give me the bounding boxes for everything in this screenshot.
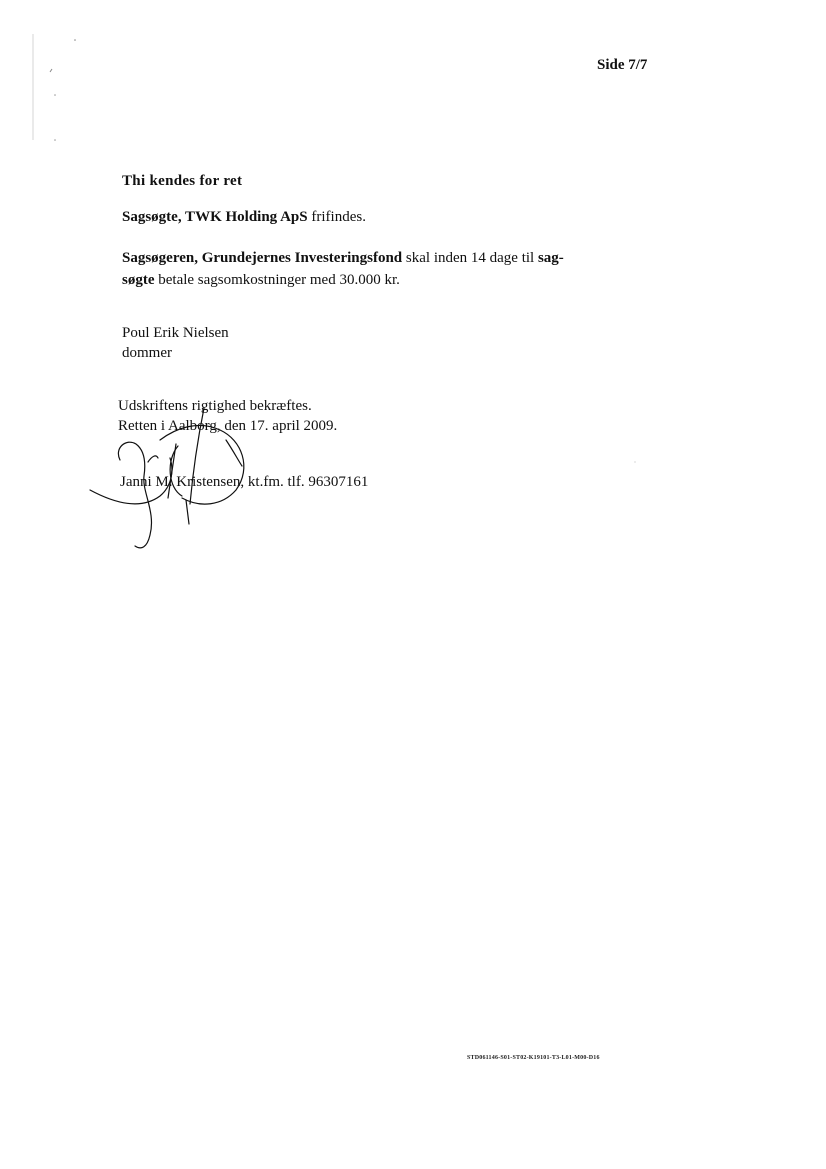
verdict-heading: Thi kendes for ret [122,173,243,189]
verdict-paragraph-acquittal [122,206,366,228]
defendant-name: Sagsøgte, TWK Holding ApS [122,209,308,225]
plaintiff-name: Sagsøgeren, Grundejernes Investeringsfond [122,250,403,266]
acquittal-text: frifindes. [307,209,366,225]
certification-place-date: Retten i Aalborg, den 17. april 2009. [118,418,338,434]
defendant-ref: sag-søgte [122,250,564,288]
certification-statement: Udskriftens rigtighed bekræftes. [118,398,312,414]
document-code: STD061146-S01-ST02-K19101-T3-L01-M00-D16 [467,1055,600,1061]
handwritten-signature [86,400,286,560]
verdict-paragraph-costs [122,247,592,291]
costs-text-b: betale sagsomkostninger med 30.000 kr. [154,272,400,288]
clerk-line: Janni M. Kristensen, kt.fm. tlf. 96307161 [120,474,369,490]
judge-block [122,323,229,363]
page-number: Side 7/7 [597,57,648,73]
judge-title: dommer [122,345,172,361]
judge-name: Poul Erik Nielsen [122,325,229,341]
costs-text-a: skal inden 14 dage til [402,250,538,266]
